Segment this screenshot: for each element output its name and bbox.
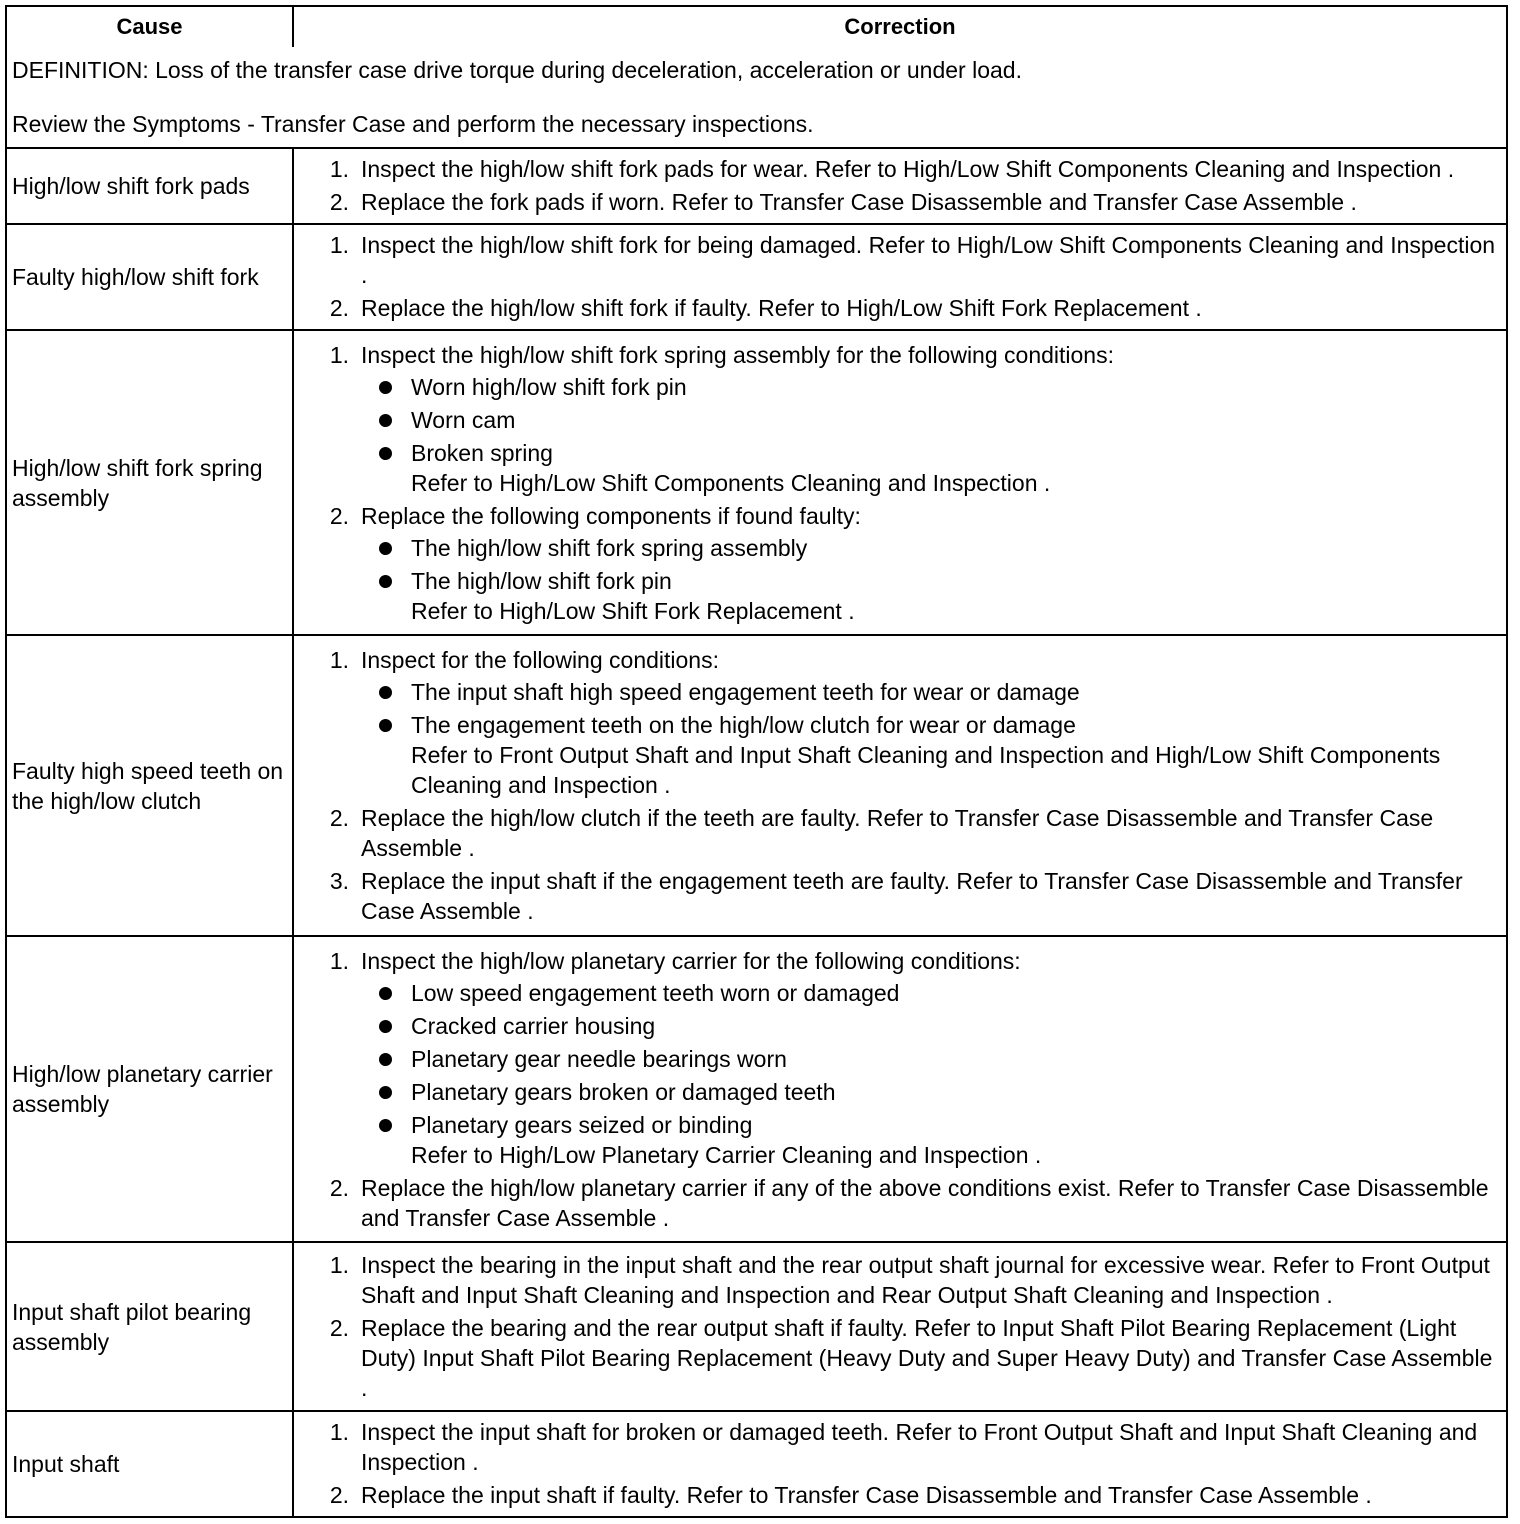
bullet-icon	[361, 677, 411, 707]
bullet-text: The high/low shift fork spring assembly	[411, 534, 808, 561]
list-item	[361, 1011, 1500, 1041]
step-item	[294, 803, 1500, 863]
step-text: Inspect the high/low shift fork for being damaged. Refer to High/Low Shift Components Cleaning and Inspection .	[361, 232, 1496, 289]
step-number: 1.	[329, 341, 349, 368]
correction-cell	[293, 224, 1506, 330]
correction-steps	[294, 1417, 1500, 1510]
step-number: 1.	[329, 1419, 349, 1446]
list-item	[361, 405, 1500, 435]
correction-cell	[293, 148, 1506, 223]
bullet-text: Worn high/low shift fork pin	[411, 373, 687, 400]
bullet-icon	[361, 405, 411, 435]
step-item	[294, 293, 1500, 323]
step-number: 3.	[329, 868, 349, 895]
bullet-text: Worn cam	[411, 406, 516, 433]
step-text: Replace the fork pads if worn. Refer to Transfer Case Disassemble and Transfer Case Assemble .	[361, 189, 1357, 216]
step-item	[294, 340, 1500, 498]
bullet-text: Cracked carrier housing	[411, 1012, 656, 1039]
step-item	[294, 1313, 1500, 1403]
correction-steps	[294, 946, 1500, 1233]
refer-note: Refer to High/Low Shift Components Cleaning and Inspection .	[411, 469, 1051, 496]
definition-cell	[7, 47, 1506, 148]
step-number: 1.	[329, 647, 349, 674]
step-number: 1.	[329, 947, 349, 974]
bullet-text: Planetary gears seized or binding	[411, 1111, 753, 1138]
step-item	[294, 1417, 1500, 1477]
table-row	[7, 1411, 1506, 1516]
bullet-text: Low speed engagement teeth worn or damaged	[411, 979, 900, 1006]
step-number: 1.	[329, 1252, 349, 1279]
step-number: 1.	[329, 156, 349, 183]
table-row	[7, 330, 1506, 636]
list-item	[361, 1077, 1500, 1107]
step-number: 2.	[329, 805, 349, 832]
table-row	[7, 148, 1506, 223]
bullet-text: The high/low shift fork pin	[411, 567, 672, 594]
definition-text: DEFINITION: Loss of the transfer case drive torque during deceleration, acceleration or under load.	[12, 56, 1022, 83]
bullet-text: Broken spring	[411, 439, 553, 466]
step-item	[294, 645, 1500, 800]
condition-list	[361, 978, 1500, 1140]
bullet-icon	[361, 1110, 411, 1140]
list-item	[361, 1044, 1500, 1074]
cause-cell: High/low shift fork pads	[7, 148, 293, 223]
diagnostic-table-page	[5, 5, 1508, 1518]
bullet-text: Planetary gears broken or damaged teeth	[411, 1078, 836, 1105]
step-text: Replace the input shaft if faulty. Refer to Transfer Case Disassemble and Transfer Case Assemble .	[361, 1482, 1372, 1509]
list-item	[361, 710, 1500, 740]
condition-list	[361, 677, 1500, 740]
cause-cell: Input shaft pilot bearing assembly	[7, 1242, 293, 1410]
cause-cell: Input shaft	[7, 1411, 293, 1516]
step-text: Inspect the high/low shift fork spring assembly for the following conditions:	[361, 341, 1114, 368]
bullet-icon	[361, 710, 411, 740]
step-text: Replace the bearing and the rear output shaft if faulty. Refer to Input Shaft Pilot Bearing Replacement (Light Duty) Input Shaft Pilot Bearing Replacement (Heavy Duty and Super Heavy Duty) and Transfer Case Assemble .	[361, 1315, 1493, 1402]
step-item	[294, 187, 1500, 217]
correction-cell	[293, 1411, 1506, 1516]
list-item	[361, 533, 1500, 563]
step-number: 2.	[329, 295, 349, 322]
correction-steps	[294, 154, 1500, 217]
step-text: Inspect the high/low planetary carrier for the following conditions:	[361, 947, 1021, 974]
bullet-icon	[361, 1011, 411, 1041]
bullet-icon	[361, 533, 411, 563]
definition-row	[7, 47, 1506, 148]
table-row	[7, 1242, 1506, 1410]
correction-column-header: Correction	[293, 7, 1506, 47]
refer-note: Refer to High/Low Planetary Carrier Cleaning and Inspection .	[411, 1141, 1042, 1168]
refer-note: Refer to Front Output Shaft and Input Shaft Cleaning and Inspection and High/Low Shift Components Cleaning and Inspection .	[411, 742, 1441, 799]
bullet-text: Planetary gear needle bearings worn	[411, 1045, 787, 1072]
step-text: Inspect for the following conditions:	[361, 647, 719, 674]
list-item	[361, 438, 1500, 468]
cause-cell: Faulty high/low shift fork	[7, 224, 293, 330]
list-item	[361, 677, 1500, 707]
refer-note: Refer to High/Low Shift Fork Replacement .	[411, 597, 855, 624]
correction-steps	[294, 1250, 1500, 1403]
step-text: Replace the high/low shift fork if faulty. Refer to High/Low Shift Fork Replacement .	[361, 295, 1202, 322]
list-item	[361, 566, 1500, 596]
bullet-text: The input shaft high speed engagement teeth for wear or damage	[411, 679, 1080, 706]
step-item	[294, 946, 1500, 1170]
step-text: Replace the high/low clutch if the teeth are faulty. Refer to Transfer Case Disassemble and Transfer Case Assemble .	[361, 805, 1434, 862]
step-text: Replace the input shaft if the engagement teeth are faulty. Refer to Transfer Case Disassemble and Transfer Case Assemble .	[361, 868, 1463, 925]
correction-steps	[294, 645, 1500, 926]
list-item	[361, 1110, 1500, 1140]
bullet-icon	[361, 372, 411, 402]
bullet-text: The engagement teeth on the high/low clutch for wear or damage	[411, 712, 1076, 739]
correction-cell	[293, 936, 1506, 1243]
correction-cell	[293, 330, 1506, 636]
step-text: Inspect the bearing in the input shaft and the rear output shaft journal for excessive wear. Refer to Front Output Shaft and Input Shaft Cleaning and Inspection and Rear Output Shaft Cleaning and Inspection .	[361, 1252, 1490, 1309]
diagnostic-table	[7, 7, 1506, 1516]
condition-list	[361, 372, 1500, 468]
bullet-icon	[361, 1077, 411, 1107]
list-item	[361, 372, 1500, 402]
correction-steps	[294, 340, 1500, 626]
cause-cell: High/low planetary carrier assembly	[7, 936, 293, 1243]
cause-column-header: Cause	[7, 7, 293, 47]
header-row	[7, 7, 1506, 47]
bullet-icon	[361, 566, 411, 596]
cause-cell: Faulty high speed teeth on the high/low clutch	[7, 635, 293, 935]
step-item	[294, 1250, 1500, 1310]
step-number: 2.	[329, 1482, 349, 1509]
correction-cell	[293, 635, 1506, 935]
step-item	[294, 1480, 1500, 1510]
step-item	[294, 230, 1500, 290]
step-number: 1.	[329, 232, 349, 259]
step-text: Replace the high/low planetary carrier if any of the above conditions exist. Refer to Transfer Case Disassemble and Transfer Case Assemble .	[361, 1174, 1489, 1231]
step-item	[294, 501, 1500, 626]
review-symptoms-text: Review the Symptoms - Transfer Case and perform the necessary inspections.	[12, 110, 814, 137]
step-number: 2.	[329, 502, 349, 529]
table-row	[7, 224, 1506, 330]
list-item	[361, 978, 1500, 1008]
correction-steps	[294, 230, 1500, 323]
condition-list	[361, 533, 1500, 596]
step-number: 2.	[329, 189, 349, 216]
bullet-icon	[361, 1044, 411, 1074]
step-text: Inspect the high/low shift fork pads for wear. Refer to High/Low Shift Components Cleaning and Inspection .	[361, 156, 1455, 183]
step-item	[294, 1173, 1500, 1233]
step-text: Replace the following components if found faulty:	[361, 502, 861, 529]
step-number: 2.	[329, 1315, 349, 1342]
table-row	[7, 635, 1506, 935]
step-number: 2.	[329, 1174, 349, 1201]
bullet-icon	[361, 978, 411, 1008]
correction-cell	[293, 1242, 1506, 1410]
bullet-icon	[361, 438, 411, 468]
cause-cell: High/low shift fork spring assembly	[7, 330, 293, 636]
step-item	[294, 866, 1500, 926]
step-text: Inspect the input shaft for broken or damaged teeth. Refer to Front Output Shaft and Input Shaft Cleaning and Inspection .	[361, 1419, 1478, 1476]
table-row	[7, 936, 1506, 1243]
step-item	[294, 154, 1500, 184]
